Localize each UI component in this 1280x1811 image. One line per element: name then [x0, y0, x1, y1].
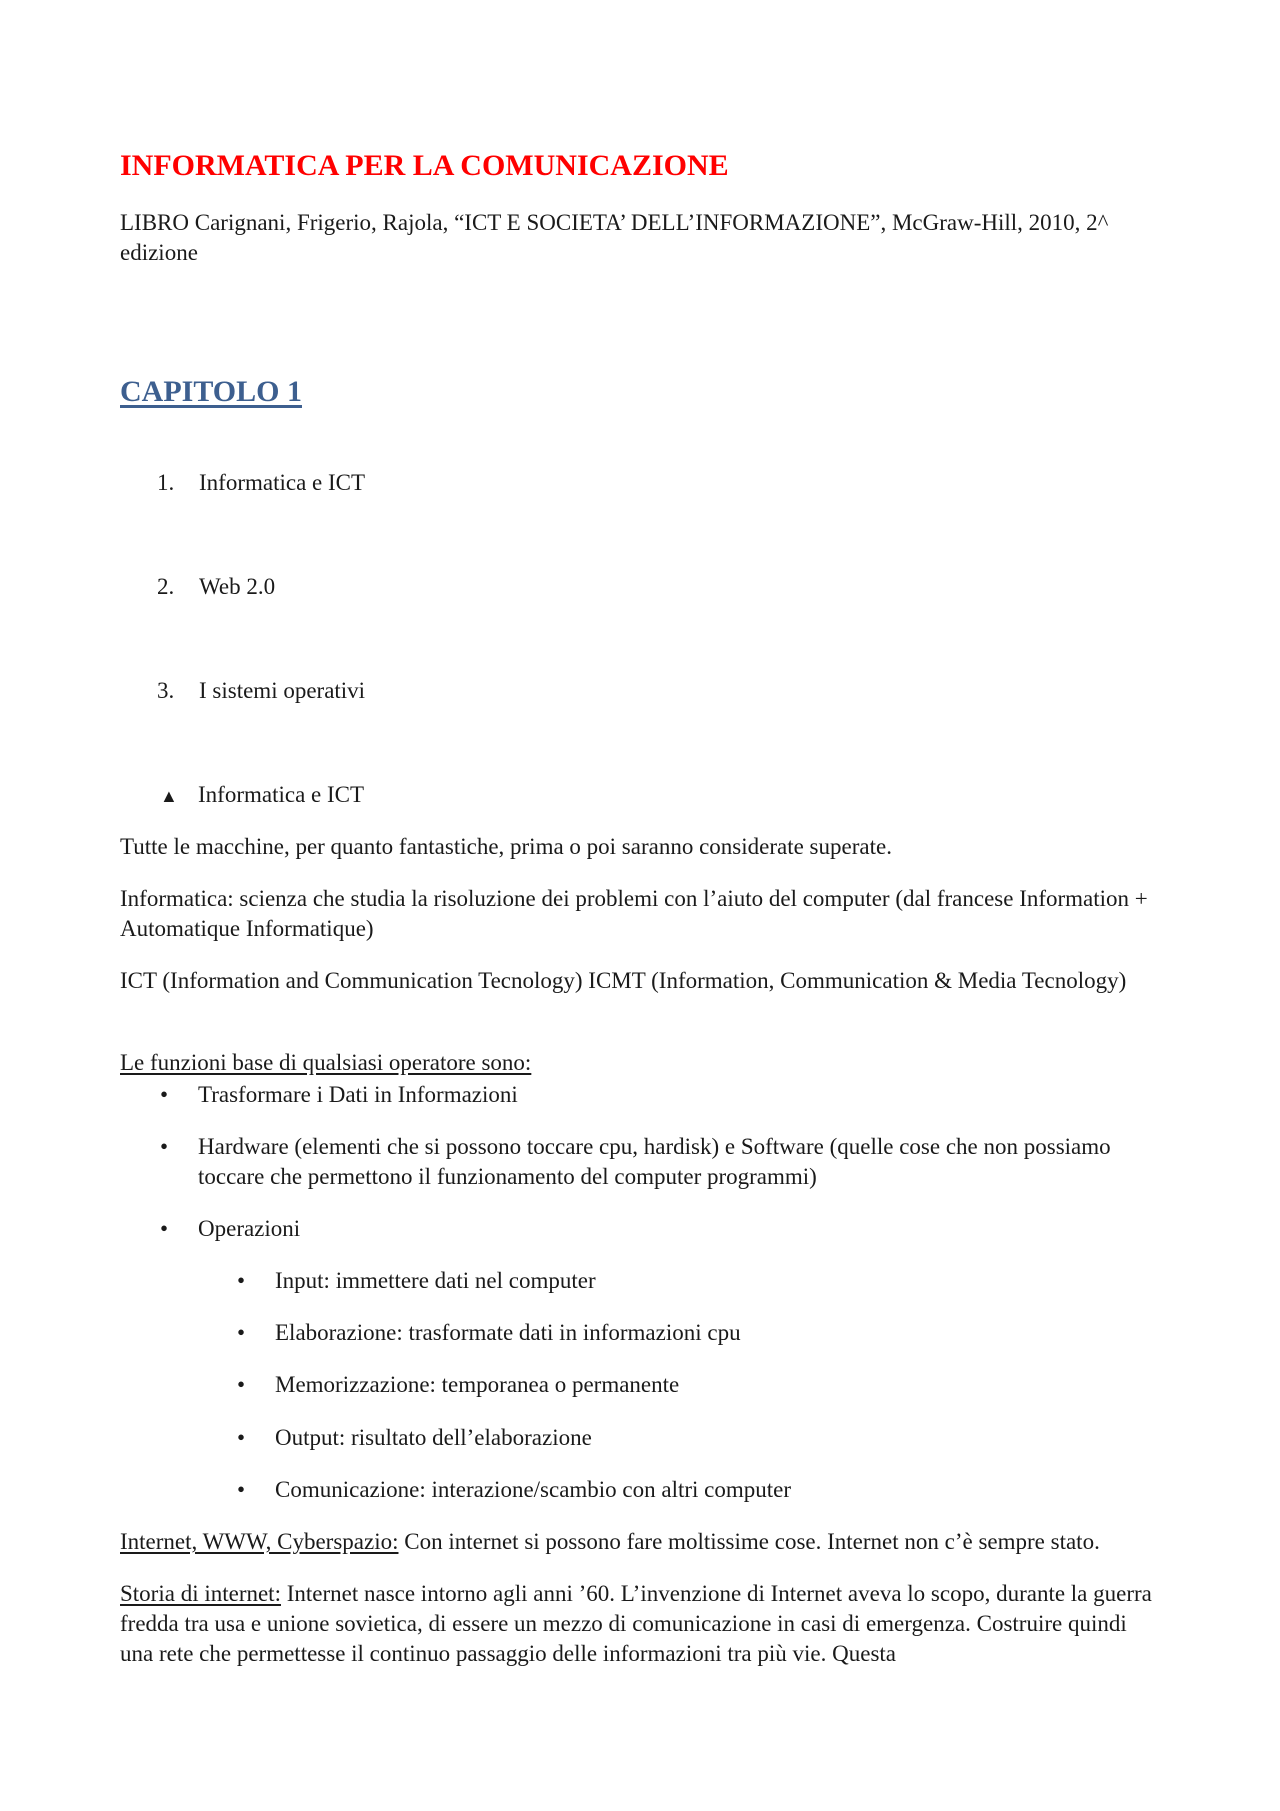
- sub-list-item: [237, 1475, 1157, 1505]
- chapter-title: CAPITOLO 1: [120, 375, 302, 408]
- section-heading-label: Informatica e ICT: [198, 782, 365, 807]
- section-heading: [160, 780, 364, 811]
- bullet-icon: •: [237, 1372, 246, 1397]
- storia-text: Internet nasce intorno agli anni ’60. L’invenzione di Internet aveva lo scopo, durante la guerra fredda tra usa e unione sovietica, di essere un mezzo di comunicazione in casi di emergenza. Costruire quindi una rete che permettesse il continuo passaggio delle informazioni tra più vie. Questa: [120, 1581, 1152, 1666]
- functions-heading: [120, 1048, 1160, 1078]
- book-reference: LIBRO Carignani, Frigerio, Rajola, “ICT E SOCIETA’ DELL’INFORMAZIONE”, McGraw-Hill, 2010, 2^ edizione: [120, 210, 1109, 265]
- list-item-text: Operazioni: [198, 1216, 301, 1241]
- internet-text: Con internet si possono fare moltissime cose. Internet non c’è sempre stato.: [398, 1529, 1100, 1554]
- sub-list-item-text: Comunicazione: interazione/scambio con altri computer: [275, 1477, 792, 1502]
- list-item: [160, 1132, 1160, 1192]
- toc-label: Web 2.0: [199, 574, 276, 599]
- storia-label: Storia di internet:: [120, 1581, 281, 1606]
- paragraph: Tutte le macchine, per quanto fantastiche, prima o poi saranno considerate superate.: [120, 834, 892, 859]
- sub-list-item: [237, 1423, 1157, 1453]
- toc-number: 2.: [157, 574, 175, 599]
- toc-number: 3.: [157, 678, 175, 703]
- sub-list-item-text: Elaborazione: trasformate dati in informazioni cpu: [275, 1320, 741, 1345]
- sub-list-item: [237, 1318, 1157, 1348]
- sub-list-item-text: Input: immettere dati nel computer: [275, 1268, 596, 1293]
- sub-list-item: [237, 1266, 1157, 1296]
- list-item-text: Trasformare i Dati in Informazioni: [198, 1082, 518, 1107]
- toc-number: 1.: [157, 470, 175, 495]
- bullet-icon: •: [160, 1134, 169, 1159]
- bullet-icon: •: [160, 1216, 169, 1241]
- list-item: [160, 1080, 1160, 1110]
- paragraph: Informatica: scienza che studia la risoluzione dei problemi con l’aiuto del computer (dal francese Information + Automatique Informatique): [120, 886, 1148, 941]
- bullet-icon: •: [237, 1425, 246, 1450]
- toc-label: Informatica e ICT: [199, 470, 366, 495]
- storia-paragraph: [120, 1579, 1160, 1669]
- document-title: INFORMATICA PER LA COMUNICAZIONE: [120, 149, 729, 182]
- triangle-icon: ▲: [160, 786, 178, 806]
- sub-list-item: [237, 1370, 1157, 1400]
- bullet-icon: •: [160, 1082, 169, 1107]
- sub-list-item-text: Output: risultato dell’elaborazione: [275, 1425, 592, 1450]
- list-item-text: Hardware (elementi che si possono toccare cpu, hardisk) e Software (quelle cose che non possiamo toccare che permettono il funzionamento del computer programmi): [198, 1134, 1111, 1189]
- bullet-icon: •: [237, 1320, 246, 1345]
- bullet-icon: •: [237, 1268, 246, 1293]
- internet-label: Internet, WWW, Cyberspazio:: [120, 1529, 399, 1554]
- sub-list-item-text: Memorizzazione: temporanea o permanente: [275, 1372, 680, 1397]
- toc-label: I sistemi operativi: [199, 678, 366, 703]
- toc-item: [157, 572, 275, 602]
- toc-item: [157, 468, 365, 498]
- internet-paragraph: [120, 1527, 1160, 1557]
- functions-heading-label: Le funzioni base di qualsiasi operatore sono:: [120, 1050, 532, 1075]
- paragraph: ICT (Information and Communication Tecnology) ICMT (Information, Communication & Media Tecnology): [120, 968, 1127, 993]
- list-item: [160, 1214, 1160, 1244]
- bullet-icon: •: [237, 1477, 246, 1502]
- toc-item: [157, 676, 365, 706]
